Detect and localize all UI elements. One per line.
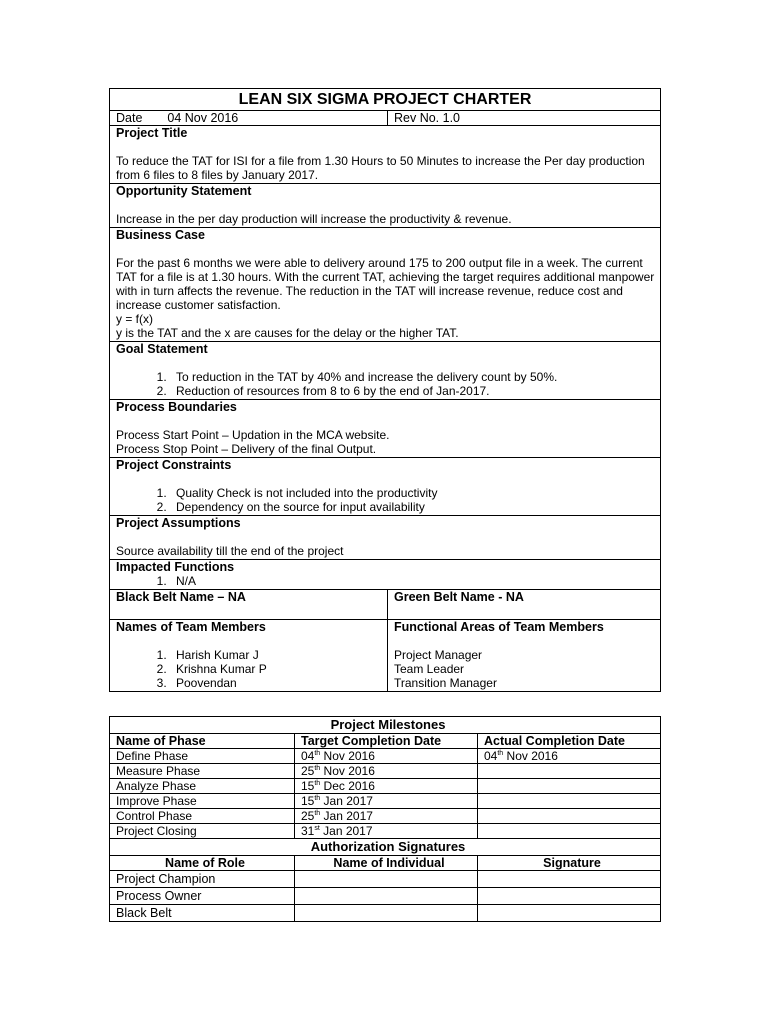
business-case-note: y is the TAT and the x are causes for the delay or the higher TAT.: [116, 326, 459, 340]
functional-areas-label: Functional Areas of Team Members: [394, 620, 604, 634]
signature-row: [110, 888, 661, 905]
milestone-actual-date: [478, 809, 661, 824]
phase-name: Project Closing: [116, 824, 197, 838]
opportunity-section: [110, 184, 661, 228]
date-day: 25: [301, 764, 315, 778]
individual-name-cell: [295, 888, 478, 905]
milestone-actual-date: [478, 824, 661, 839]
date-cell: [110, 111, 388, 126]
milestone-actual-date: [478, 794, 661, 809]
team-member: 1. Harish Kumar J: [170, 648, 387, 662]
milestone-row: [110, 764, 661, 779]
functional-area: Transition Manager: [394, 676, 497, 690]
assumptions-label: Project Assumptions: [116, 516, 241, 530]
milestone-row: [110, 824, 661, 839]
date-day: 25: [301, 809, 315, 823]
team-members-list: [116, 648, 387, 690]
milestone-rows: [110, 749, 661, 839]
role-name: Process Owner: [110, 888, 295, 905]
milestone-actual-date: [478, 779, 661, 794]
date-suffix: st: [314, 825, 320, 832]
green-belt-label: Green Belt Name - NA: [394, 590, 524, 604]
milestones-signatures-table: [109, 716, 661, 922]
milestone-phase: [110, 779, 295, 794]
impacted-functions-section: [110, 560, 661, 590]
project-title-text: To reduce the TAT for ISI for a file from 1.30 Hours to 50 Minutes to increase the Per day production from 6 files to 8 files by January 2017.: [116, 154, 645, 182]
signature-cell: [478, 871, 661, 888]
project-charter-document: [109, 88, 660, 922]
role-name: Project Champion: [110, 871, 295, 888]
milestone-target-date: [295, 764, 478, 779]
assumptions-text: Source availability till the end of the project: [116, 544, 344, 558]
functional-area: Team Leader: [394, 662, 465, 676]
col-individual-header: Name of Individual: [295, 856, 478, 871]
date-month-year: Jan 2017: [320, 794, 373, 808]
milestone-actual-date: [478, 764, 661, 779]
phase-name: Define Phase: [116, 749, 189, 763]
assumptions-section: [110, 516, 661, 560]
individual-name-cell: [295, 871, 478, 888]
team-members-cell: [110, 620, 388, 692]
individual-name-cell: [295, 905, 478, 922]
date-suffix: th: [314, 780, 321, 787]
milestone-target-date: [295, 749, 478, 764]
date-suffix: th: [314, 750, 321, 757]
business-case-label: Business Case: [116, 228, 205, 242]
boundary-stop: Process Stop Point – Delivery of the final Output.: [116, 442, 377, 456]
date-label: Date: [116, 111, 143, 125]
date-day: 31: [301, 824, 315, 838]
col-target-header: Target Completion Date: [295, 734, 478, 749]
constraint-item: 2. Dependency on the source for input availability: [170, 500, 660, 514]
milestones-title: Project Milestones: [110, 717, 661, 734]
constraint-item: 1. Quality Check is not included into the productivity: [170, 486, 660, 500]
opportunity-text: Increase in the per day production will increase the productivity & revenue.: [116, 212, 512, 226]
goal-item: 2. Reduction of resources from 8 to 6 by the end of Jan-2017.: [170, 384, 660, 398]
green-belt-cell: [388, 590, 661, 620]
signature-row: [110, 871, 661, 888]
date-day: 04: [301, 749, 315, 763]
milestone-target-date: [295, 809, 478, 824]
date-suffix: th: [314, 765, 321, 772]
date-day: 15: [301, 794, 315, 808]
phase-name: Improve Phase: [116, 794, 197, 808]
impacted-item: 1. N/A: [170, 574, 660, 588]
business-case-text: For the past 6 months we were able to delivery around 175 to 200 output file in a week. The current TAT for a file is at 1.30 hours. With the current TAT, achieving the target requires additional manpower with in turn affects the revenue. The reduction in the TAT will increase revenue, reduce cost and increase customer satisfaction.: [116, 256, 655, 312]
black-belt-label: Black Belt Name – NA: [116, 590, 246, 604]
date-month-year: Nov 2016: [503, 749, 558, 763]
phase-name: Control Phase: [116, 809, 193, 823]
milestone-row: [110, 749, 661, 764]
milestone-phase: [110, 809, 295, 824]
milestone-row: [110, 794, 661, 809]
goal-label: Goal Statement: [116, 342, 208, 356]
goal-list: [116, 370, 660, 398]
role-name: Black Belt: [110, 905, 295, 922]
phase-name: Measure Phase: [116, 764, 201, 778]
date-suffix: th: [497, 750, 504, 757]
signature-cell: [478, 888, 661, 905]
boundaries-label: Process Boundaries: [116, 400, 237, 414]
business-case-formula: y = f(x): [116, 312, 154, 326]
team-member: 2. Krishna Kumar P: [170, 662, 387, 676]
date-month-year: Nov 2016: [320, 749, 375, 763]
impacted-functions-label: Impacted Functions: [116, 560, 235, 574]
functional-areas-cell: [388, 620, 661, 692]
boundaries-section: [110, 400, 661, 458]
date-suffix: th: [314, 795, 321, 802]
date-month-year: Nov 2016: [320, 764, 375, 778]
milestone-target-date: [295, 794, 478, 809]
date-value: 04 Nov 2016: [167, 111, 239, 125]
goal-section: [110, 342, 661, 400]
milestone-actual-date: [478, 749, 661, 764]
signature-cell: [478, 905, 661, 922]
team-members-label: Names of Team Members: [116, 620, 266, 634]
milestone-row: [110, 809, 661, 824]
project-title-section: [110, 126, 661, 184]
col-role-header: Name of Role: [110, 856, 295, 871]
revision-number: Rev No. 1.0: [388, 111, 661, 126]
milestone-phase: [110, 794, 295, 809]
phase-name: Analyze Phase: [116, 779, 197, 793]
date-day: 15: [301, 779, 315, 793]
signature-rows: [110, 871, 661, 922]
milestone-row: [110, 779, 661, 794]
col-signature-header: Signature: [478, 856, 661, 871]
milestone-phase: [110, 749, 295, 764]
charter-title: LEAN SIX SIGMA PROJECT CHARTER: [110, 89, 661, 111]
milestone-target-date: [295, 779, 478, 794]
constraints-label: Project Constraints: [116, 458, 232, 472]
col-actual-header: Actual Completion Date: [478, 734, 661, 749]
signatures-title: Authorization Signatures: [110, 839, 661, 856]
date-suffix: th: [314, 810, 321, 817]
constraints-list: [116, 486, 660, 514]
col-phase-header: Name of Phase: [110, 734, 295, 749]
date-month-year: Jan 2017: [320, 809, 373, 823]
business-case-section: [110, 228, 661, 342]
milestone-phase: [110, 764, 295, 779]
date-day: 04: [484, 749, 498, 763]
signature-row: [110, 905, 661, 922]
date-month-year: Jan 2017: [319, 824, 373, 838]
black-belt-cell: [110, 590, 388, 620]
project-title-label: Project Title: [116, 126, 188, 140]
goal-item: 1. To reduction in the TAT by 40% and increase the delivery count by 50%.: [170, 370, 660, 384]
charter-table: [109, 88, 661, 692]
constraints-section: [110, 458, 661, 516]
milestone-target-date: [295, 824, 478, 839]
team-member: 3. Poovendan: [170, 676, 387, 690]
boundary-start: Process Start Point – Updation in the MCA website.: [116, 428, 390, 442]
impacted-list: [116, 574, 660, 588]
opportunity-label: Opportunity Statement: [116, 184, 252, 198]
milestone-phase: [110, 824, 295, 839]
date-month-year: Dec 2016: [320, 779, 375, 793]
functional-area: Project Manager: [394, 648, 483, 662]
